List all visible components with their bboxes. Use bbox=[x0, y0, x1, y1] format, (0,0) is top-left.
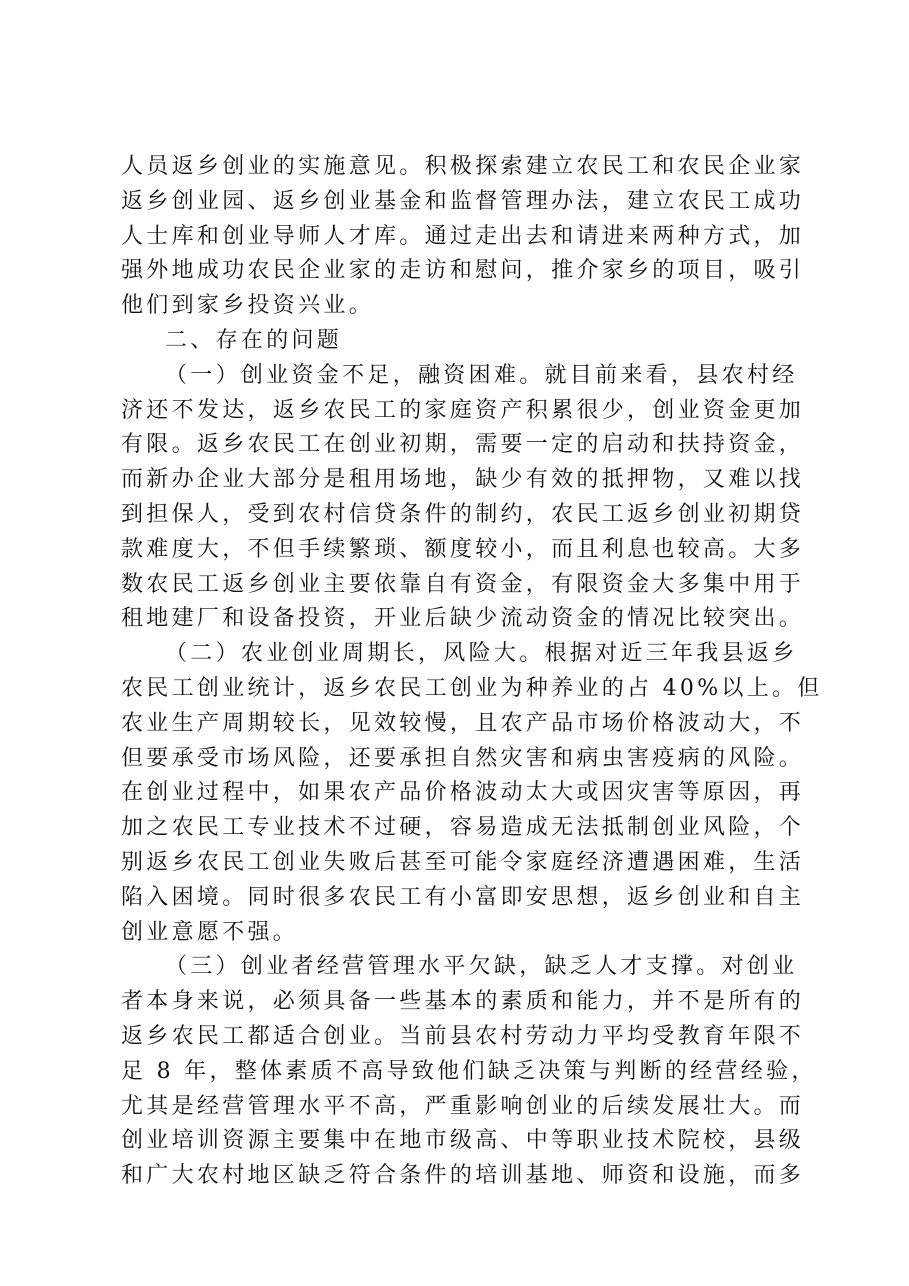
paragraph-line: 强外地成功农民企业家的走访和慰问，推介家乡的项目，吸引 bbox=[121, 258, 805, 284]
paragraph-line: 尤其是经营管理水平不高，严重影响创业的后续发展壮大。而 bbox=[121, 1093, 805, 1119]
paragraph-line: 在创业过程中，如果农产品价格波动太大或因灾害等原因，再 bbox=[121, 780, 805, 806]
paragraph-line: 农民工创业统计，返乡农民工创业为种养业的占 40%以上。但 bbox=[121, 675, 823, 701]
paragraph-line: 足 8 年，整体素质不高导致他们缺乏决策与判断的经营经验， bbox=[121, 1058, 817, 1084]
section-heading: 二、存在的问题 bbox=[165, 327, 343, 353]
paragraph-line: 人士库和创业导师人才库。通过走出去和请进来两种方式，加 bbox=[121, 223, 805, 249]
subsection-lead-line: （二）农业创业周期长，风险大。根据对近三年我县返乡 bbox=[165, 641, 798, 667]
paragraph-line: 而新办企业大部分是租用场地，缺少有效的抵押物，又难以找 bbox=[121, 467, 805, 493]
paragraph-line: 创业意愿不强。 bbox=[121, 919, 299, 945]
paragraph-line: 农业生产周期较长，见效较慢，且农产品市场价格波动大，不 bbox=[121, 710, 805, 736]
paragraph-line: 加之农民工专业技术不过硬，容易造成无法抵制创业风险，个 bbox=[121, 815, 805, 841]
paragraph-line: 租地建厂和设备投资，开业后缺少流动资金的情况比较突出。 bbox=[121, 606, 805, 632]
paragraph-line: 返乡创业园、返乡创业基金和监督管理办法，建立农民工成功 bbox=[121, 188, 805, 214]
paragraph-line: 数农民工返乡创业主要依靠自有资金，有限资金大多集中用于 bbox=[121, 571, 805, 597]
paragraph-line: 有限。返乡农民工在创业初期，需要一定的启动和扶持资金， bbox=[121, 432, 805, 458]
paragraph-line: 者本身来说，必须具备一些基本的素质和能力，并不是所有的 bbox=[121, 989, 805, 1015]
paragraph-line: 到担保人，受到农村信贷条件的制约，农民工返乡创业初期贷 bbox=[121, 501, 805, 527]
paragraph-line: 别返乡农民工创业失败后甚至可能令家庭经济遭遇困难，生活 bbox=[121, 849, 805, 875]
paragraph-line: 但要承受市场风险，还要承担自然灾害和病虫害疫病的风险。 bbox=[121, 745, 805, 771]
paragraph-line: 他们到家乡投资兴业。 bbox=[121, 293, 375, 319]
paragraph-line: 创业培训资源主要集中在地市级高、中等职业技术院校，县级 bbox=[121, 1128, 805, 1154]
paragraph-line: 人员返乡创业的实施意见。积极探索建立农民工和农民企业家 bbox=[121, 154, 805, 179]
paragraph-line: 和广大农村地区缺乏符合条件的培训基地、师资和设施，而多 bbox=[121, 1163, 805, 1189]
subsection-lead-line: （三）创业者经营管理水平欠缺，缺乏人才支撑。对创业 bbox=[165, 954, 798, 980]
paragraph-line: 陷入困境。同时很多农民工有小富即安思想，返乡创业和自主 bbox=[121, 884, 805, 910]
document-body bbox=[121, 150, 823, 1194]
paragraph-line: 返乡农民工都适合创业。当前县农村劳动力平均受教育年限不 bbox=[121, 1023, 805, 1049]
paragraph-line: 济还不发达，返乡农民工的家庭资产积累很少，创业资金更加 bbox=[121, 397, 805, 423]
paragraph-line: 款难度大，不但手续繁琐、额度较小，而且利息也较高。大多 bbox=[121, 536, 805, 562]
subsection-lead-line: （一）创业资金不足，融资困难。就目前来看，县农村经 bbox=[165, 362, 798, 388]
